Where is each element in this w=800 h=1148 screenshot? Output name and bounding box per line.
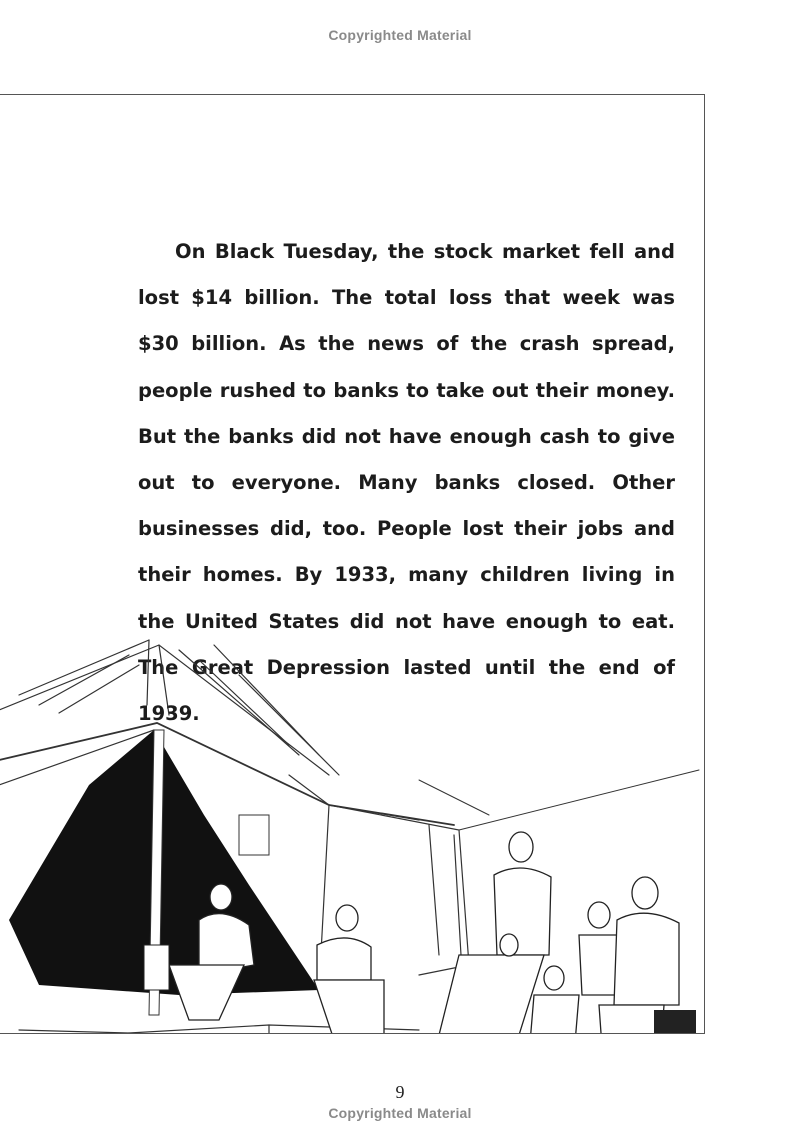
body-paragraph: On Black Tuesday, the stock market fell and lost $14 billion. The total loss that week was $30 billion. As the news of the crash spread, people rushed to banks to take out their money. But the banks did not have enough cash to give out to everyone. Many banks closed. Other businesses did, too. People lost their jobs and their homes. By 1933, many children living in the United States did not have enough to eat. The Great Depression lasted until the end of 1939. <box>138 240 675 726</box>
tent-family-illustration <box>0 635 705 1034</box>
watermark-bottom: Copyrighted Material <box>328 1105 472 1121</box>
page-number: 9 <box>395 1082 405 1102</box>
page-frame <box>0 94 705 1034</box>
watermark-top: Copyrighted Material <box>328 27 472 43</box>
